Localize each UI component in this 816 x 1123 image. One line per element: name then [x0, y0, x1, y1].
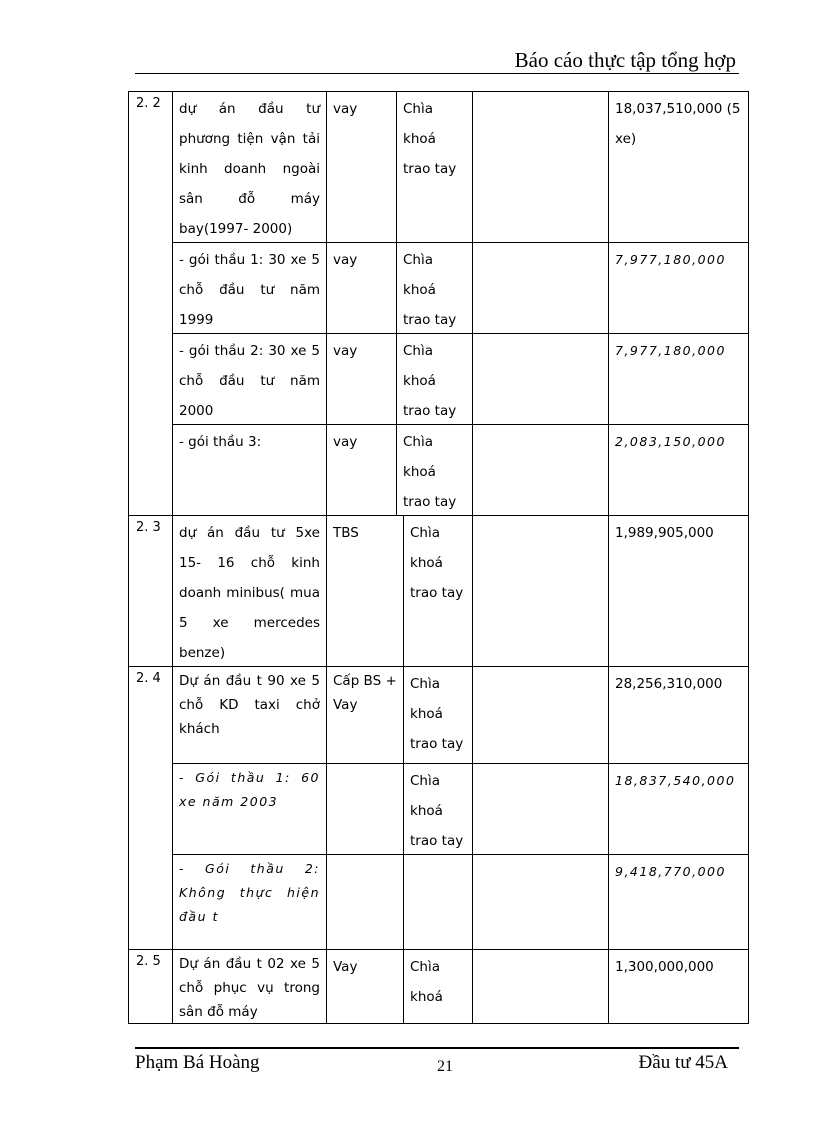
table-row [129, 950, 748, 1023]
contract-form: Chìa khoá trao tay [397, 243, 473, 333]
amount: 7,977,180,000 [615, 252, 726, 267]
report-title: Báo cáo thực tập tổng hợp [514, 48, 736, 72]
amount: 18,837,540,000 [615, 773, 736, 788]
table-subrow [173, 425, 748, 515]
project-name: - Gói thầu 1: 60 xe năm 2003 [173, 764, 327, 854]
funding-source: vay [327, 334, 397, 424]
table-subrow [173, 855, 748, 949]
table-subrow [173, 950, 748, 1023]
contract-form: Chìa khoá [404, 950, 473, 1023]
project-table [128, 91, 749, 1024]
contract-form: Chìa khoá trao tay [404, 764, 473, 854]
table-subrow [173, 516, 748, 666]
author-name: Phạm Bá Hoàng [135, 1052, 260, 1073]
project-name: - gói thầu 2: 30 xe 5 chỗ đầu tư năm 2000 [173, 334, 327, 424]
note-cell [473, 516, 609, 666]
contract-form: Chìa khoá trao tay [404, 516, 473, 666]
project-name: - Gói thầu 2: Không thực hiện đầu t [173, 855, 327, 949]
header-divider [135, 73, 739, 74]
note-cell [473, 667, 609, 763]
class-name: Đầu tư 45A [638, 1052, 728, 1073]
row-number: 2. 2 [129, 92, 173, 515]
table-subrow [173, 764, 748, 855]
note-cell [473, 855, 609, 949]
row-number: 2. 4 [129, 667, 173, 949]
amount: 28,256,310,000 [615, 676, 723, 692]
project-name: dự án đầu tư 5xe 15- 16 chỗ kinh doanh minibus( mua 5 xe mercedes benze) [173, 516, 327, 666]
table-subrow [173, 334, 748, 425]
table-subrow [173, 243, 748, 334]
table-row [129, 516, 748, 667]
table-subrow [173, 92, 748, 243]
project-name: - gói thầu 1: 30 xe 5 chỗ đầu tư năm 1999 [173, 243, 327, 333]
amount: 7,977,180,000 [615, 343, 726, 358]
amount: 9,418,770,000 [615, 864, 726, 879]
page-number: 21 [437, 1058, 453, 1075]
table-subrow [173, 667, 748, 764]
funding-source: vay [327, 425, 397, 515]
project-name: - gói thầu 3: [173, 425, 327, 515]
note-cell [473, 243, 609, 333]
funding-source: vay [327, 243, 397, 333]
funding-source: TBS [327, 516, 404, 666]
funding-source [327, 855, 404, 949]
project-name: Dự án đầu t 02 xe 5 chỗ phục vụ trong sân đỗ máy [173, 950, 327, 1023]
amount: 18,037,510,000 (5 xe) [615, 101, 741, 147]
funding-source: Cấp BS + Vay [327, 667, 404, 763]
footer-divider [135, 1047, 739, 1049]
amount: 2,083,150,000 [615, 434, 726, 449]
contract-form: Chìa khoá trao tay [404, 667, 473, 763]
note-cell [473, 425, 609, 515]
funding-source [327, 764, 404, 854]
table-row [129, 92, 748, 516]
amount: 1,989,905,000 [615, 525, 714, 541]
contract-form: Chìa khoá trao tay [397, 334, 473, 424]
project-name: Dự án đầu t 90 xe 5 chỗ KD taxi chở khách [173, 667, 327, 763]
contract-form: Chìa khoá trao tay [397, 425, 473, 515]
funding-source: vay [327, 92, 397, 242]
note-cell [473, 950, 609, 1023]
row-number: 2. 5 [129, 950, 173, 1023]
funding-source: Vay [327, 950, 404, 1023]
row-number: 2. 3 [129, 516, 173, 666]
note-cell [473, 764, 609, 854]
note-cell [473, 92, 609, 242]
contract-form: Chìa khoá trao tay [397, 92, 473, 242]
contract-form [404, 855, 473, 949]
table-row [129, 667, 748, 950]
project-name: dự án đầu tư phương tiện vận tải kinh doanh ngoài sân đỗ máy bay(1997- 2000) [173, 92, 327, 242]
note-cell [473, 334, 609, 424]
amount: 1,300,000,000 [615, 959, 714, 975]
